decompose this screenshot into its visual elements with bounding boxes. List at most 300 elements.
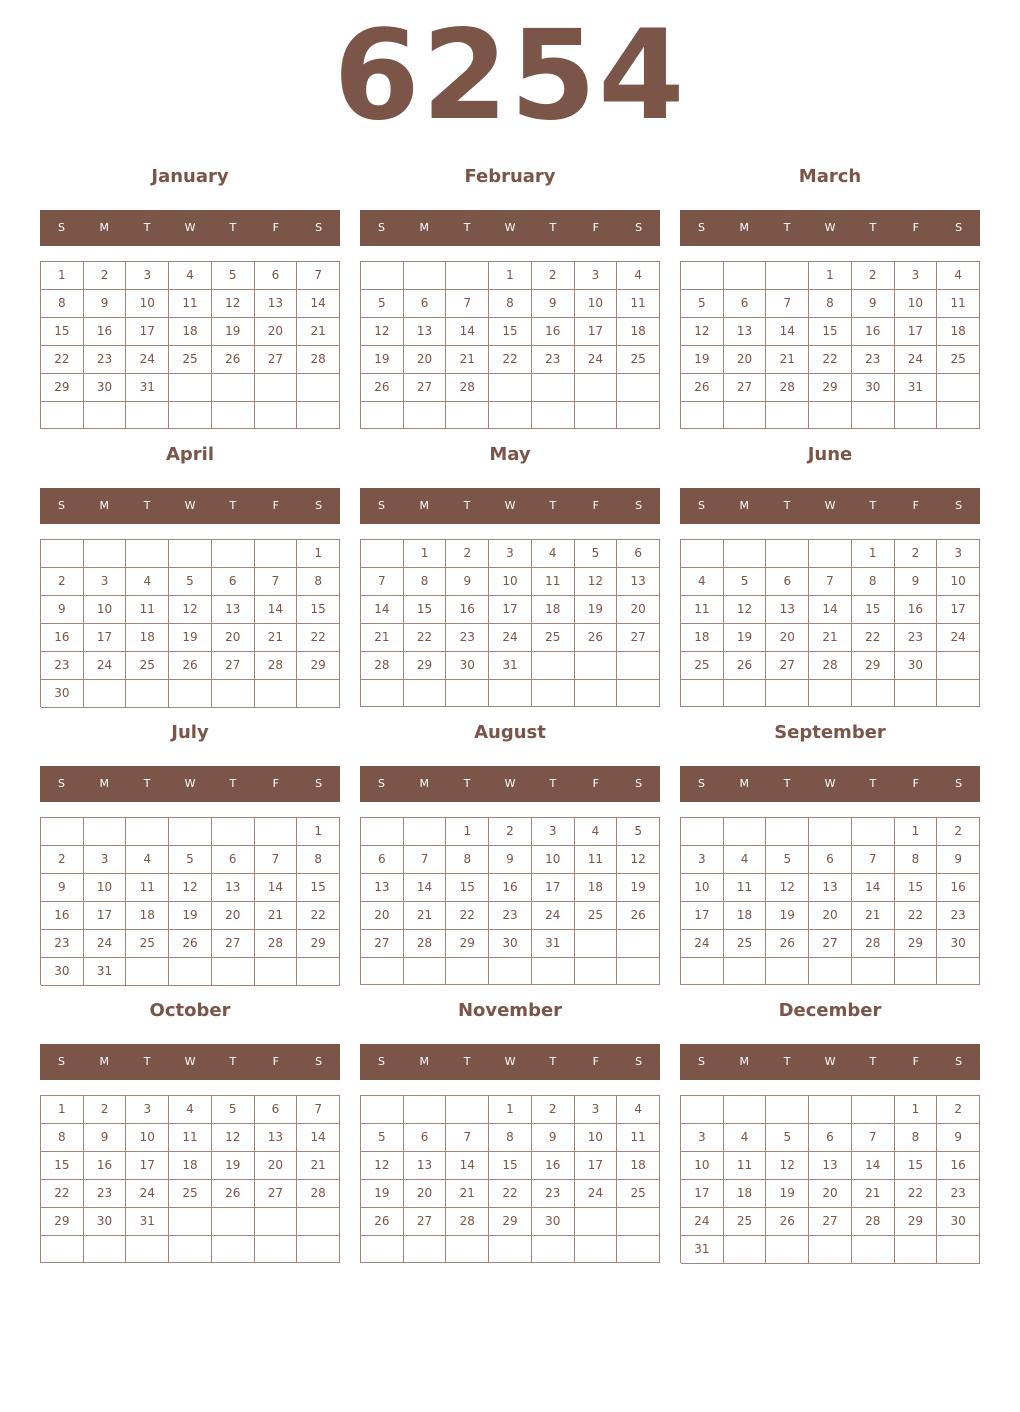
empty-day-cell — [937, 402, 980, 429]
day-cell: 28 — [361, 652, 404, 680]
day-cell: 30 — [446, 652, 489, 680]
empty-day-cell — [169, 680, 212, 708]
day-cell: 21 — [255, 902, 298, 930]
empty-day-cell — [255, 818, 298, 846]
day-cell: 6 — [809, 846, 852, 874]
weekday-label: W — [184, 1055, 196, 1068]
day-cell: 17 — [575, 1152, 618, 1180]
weekday-label: S — [57, 1055, 65, 1068]
empty-day-cell — [681, 1096, 724, 1124]
empty-day-cell — [84, 402, 127, 429]
weekday-label: T — [143, 1055, 151, 1068]
day-cell: 2 — [532, 1096, 575, 1124]
day-cell: 8 — [489, 1124, 532, 1152]
day-cell: 18 — [575, 874, 618, 902]
day-cell: 21 — [361, 624, 404, 652]
empty-day-cell — [446, 1096, 489, 1124]
day-cell: 25 — [575, 902, 618, 930]
day-cell: 11 — [169, 290, 212, 318]
empty-day-cell — [532, 680, 575, 707]
day-cell: 1 — [297, 818, 340, 846]
weekday-label: S — [377, 777, 385, 790]
month-name: June — [807, 444, 853, 465]
day-cell: 25 — [617, 1180, 660, 1208]
day-cell: 9 — [532, 290, 575, 318]
day-cell: 31 — [126, 374, 169, 402]
empty-day-cell — [255, 402, 298, 429]
empty-day-cell — [489, 680, 532, 707]
empty-day-cell — [724, 818, 767, 846]
day-cell: 24 — [489, 624, 532, 652]
empty-day-cell — [766, 958, 809, 985]
day-cell: 5 — [212, 262, 255, 290]
day-cell: 21 — [852, 1180, 895, 1208]
day-cell: 19 — [681, 346, 724, 374]
day-cell: 14 — [809, 596, 852, 624]
empty-day-cell — [724, 1096, 767, 1124]
day-cell: 31 — [126, 1208, 169, 1236]
weekday-label: T — [229, 1055, 237, 1068]
day-cell: 21 — [255, 624, 298, 652]
day-cell: 20 — [361, 902, 404, 930]
weekday-label: M — [99, 777, 110, 790]
day-cell: 30 — [489, 930, 532, 958]
day-cell: 10 — [489, 568, 532, 596]
day-cell: 25 — [126, 930, 169, 958]
day-cell: 16 — [532, 1152, 575, 1180]
day-cell: 15 — [809, 318, 852, 346]
empty-day-cell — [681, 680, 724, 707]
weekday-label: T — [869, 777, 877, 790]
day-cell: 10 — [575, 1124, 618, 1152]
weekday-label: F — [592, 1055, 599, 1068]
day-cell: 16 — [489, 874, 532, 902]
weekday-label: S — [697, 777, 705, 790]
weekday-label: S — [315, 1055, 323, 1068]
month-march — [680, 160, 980, 430]
empty-day-cell — [404, 958, 447, 985]
day-cell: 6 — [404, 1124, 447, 1152]
empty-day-cell — [361, 540, 404, 568]
day-cell: 27 — [809, 930, 852, 958]
day-cell: 18 — [937, 318, 980, 346]
day-cell: 15 — [489, 318, 532, 346]
empty-day-cell — [937, 1236, 980, 1264]
empty-day-cell — [852, 1236, 895, 1264]
day-grid — [360, 1095, 660, 1263]
empty-day-cell — [617, 930, 660, 958]
day-cell: 7 — [446, 290, 489, 318]
day-grid — [40, 261, 340, 429]
empty-day-cell — [169, 374, 212, 402]
day-cell: 11 — [724, 874, 767, 902]
empty-day-cell — [809, 540, 852, 568]
empty-day-cell — [255, 680, 298, 708]
day-cell: 16 — [84, 1152, 127, 1180]
day-cell: 10 — [126, 1124, 169, 1152]
day-cell: 20 — [809, 902, 852, 930]
day-cell: 29 — [297, 930, 340, 958]
weekday-label: M — [739, 1055, 750, 1068]
day-cell: 18 — [532, 596, 575, 624]
day-cell: 13 — [809, 1152, 852, 1180]
day-cell: 11 — [532, 568, 575, 596]
day-grid — [680, 261, 980, 429]
day-cell: 2 — [937, 1096, 980, 1124]
day-cell: 20 — [212, 902, 255, 930]
day-cell: 20 — [724, 346, 767, 374]
weekday-label: T — [783, 777, 791, 790]
day-cell: 11 — [937, 290, 980, 318]
day-cell: 5 — [724, 568, 767, 596]
weekday-label: T — [869, 221, 877, 234]
day-cell: 23 — [895, 624, 938, 652]
day-cell: 5 — [361, 1124, 404, 1152]
day-cell: 29 — [852, 652, 895, 680]
day-cell: 5 — [169, 846, 212, 874]
day-cell: 23 — [852, 346, 895, 374]
day-cell: 14 — [297, 290, 340, 318]
day-cell: 26 — [361, 374, 404, 402]
day-grid — [40, 1095, 340, 1263]
day-cell: 1 — [41, 1096, 84, 1124]
day-cell: 18 — [681, 624, 724, 652]
empty-day-cell — [212, 958, 255, 986]
day-cell: 26 — [681, 374, 724, 402]
empty-day-cell — [766, 1096, 809, 1124]
day-cell: 6 — [212, 846, 255, 874]
day-cell: 26 — [766, 1208, 809, 1236]
day-cell: 24 — [84, 930, 127, 958]
empty-day-cell — [361, 402, 404, 429]
day-cell: 20 — [404, 346, 447, 374]
day-cell: 8 — [446, 846, 489, 874]
day-cell: 13 — [361, 874, 404, 902]
day-cell: 20 — [404, 1180, 447, 1208]
month-name: December — [778, 1000, 882, 1021]
day-cell: 15 — [852, 596, 895, 624]
day-cell: 27 — [404, 374, 447, 402]
weekday-label: S — [377, 1055, 385, 1068]
empty-day-cell — [766, 1236, 809, 1264]
month-name: April — [165, 444, 215, 465]
weekday-label: W — [824, 221, 836, 234]
day-cell: 26 — [169, 652, 212, 680]
day-cell: 28 — [255, 930, 298, 958]
empty-day-cell — [489, 374, 532, 402]
day-cell: 15 — [404, 596, 447, 624]
day-cell: 30 — [937, 930, 980, 958]
day-cell: 19 — [766, 902, 809, 930]
day-grid — [360, 539, 660, 707]
day-cell: 25 — [169, 346, 212, 374]
day-cell: 13 — [404, 318, 447, 346]
empty-day-cell — [724, 680, 767, 707]
day-cell: 31 — [681, 1236, 724, 1264]
empty-day-cell — [489, 958, 532, 985]
empty-day-cell — [297, 374, 340, 402]
weekday-label: T — [229, 777, 237, 790]
weekday-label: F — [592, 499, 599, 512]
day-cell: 3 — [84, 568, 127, 596]
day-cell: 17 — [126, 318, 169, 346]
day-cell: 25 — [724, 930, 767, 958]
day-cell: 4 — [169, 1096, 212, 1124]
day-grid — [680, 1095, 980, 1263]
day-cell: 18 — [724, 1180, 767, 1208]
day-cell: 8 — [852, 568, 895, 596]
day-cell: 15 — [895, 1152, 938, 1180]
day-cell: 16 — [937, 874, 980, 902]
day-cell: 2 — [489, 818, 532, 846]
day-cell: 4 — [617, 1096, 660, 1124]
day-cell: 4 — [681, 568, 724, 596]
weekday-header — [360, 210, 660, 246]
day-cell: 10 — [84, 874, 127, 902]
day-cell: 29 — [41, 374, 84, 402]
weekday-header — [360, 488, 660, 524]
day-cell: 17 — [895, 318, 938, 346]
day-cell: 25 — [169, 1180, 212, 1208]
day-cell: 16 — [446, 596, 489, 624]
day-cell: 3 — [681, 846, 724, 874]
day-cell: 4 — [724, 846, 767, 874]
day-cell: 20 — [255, 1152, 298, 1180]
weekday-label: S — [315, 221, 323, 234]
day-cell: 24 — [937, 624, 980, 652]
day-cell: 11 — [617, 290, 660, 318]
weekday-label: M — [419, 1055, 430, 1068]
day-cell: 7 — [852, 1124, 895, 1152]
day-cell: 5 — [212, 1096, 255, 1124]
day-cell: 7 — [255, 568, 298, 596]
day-cell: 30 — [41, 958, 84, 986]
day-cell: 2 — [937, 818, 980, 846]
day-cell: 28 — [809, 652, 852, 680]
weekday-header — [40, 488, 340, 524]
empty-day-cell — [126, 818, 169, 846]
day-cell: 12 — [766, 1152, 809, 1180]
day-cell: 10 — [532, 846, 575, 874]
day-cell: 27 — [212, 930, 255, 958]
day-cell: 3 — [937, 540, 980, 568]
day-cell: 27 — [724, 374, 767, 402]
day-cell: 12 — [681, 318, 724, 346]
weekday-label: T — [463, 221, 471, 234]
day-cell: 2 — [852, 262, 895, 290]
empty-day-cell — [255, 1208, 298, 1236]
day-cell: 2 — [84, 262, 127, 290]
day-cell: 1 — [895, 1096, 938, 1124]
weekday-label: S — [57, 221, 65, 234]
weekday-label: W — [184, 777, 196, 790]
weekday-label: W — [824, 499, 836, 512]
day-cell: 13 — [212, 596, 255, 624]
day-cell: 18 — [724, 902, 767, 930]
weekday-header — [40, 1044, 340, 1080]
day-cell: 4 — [575, 818, 618, 846]
day-cell: 31 — [532, 930, 575, 958]
day-cell: 30 — [532, 1208, 575, 1236]
day-grid — [680, 539, 980, 707]
day-cell: 26 — [766, 930, 809, 958]
day-cell: 16 — [41, 902, 84, 930]
weekday-label: S — [955, 777, 963, 790]
day-cell: 1 — [489, 1096, 532, 1124]
day-cell: 21 — [852, 902, 895, 930]
day-cell: 29 — [489, 1208, 532, 1236]
day-cell: 22 — [895, 902, 938, 930]
day-cell: 29 — [41, 1208, 84, 1236]
day-cell: 9 — [84, 290, 127, 318]
day-cell: 10 — [126, 290, 169, 318]
empty-day-cell — [404, 1236, 447, 1263]
weekday-label: F — [592, 221, 599, 234]
day-cell: 7 — [297, 262, 340, 290]
day-cell: 25 — [532, 624, 575, 652]
day-cell: 15 — [41, 1152, 84, 1180]
weekday-header — [680, 488, 980, 524]
day-cell: 9 — [489, 846, 532, 874]
day-cell: 22 — [809, 346, 852, 374]
month-name: May — [489, 444, 531, 465]
day-cell: 19 — [361, 346, 404, 374]
day-cell: 30 — [84, 374, 127, 402]
day-cell: 11 — [126, 874, 169, 902]
day-cell: 16 — [41, 624, 84, 652]
day-cell: 22 — [489, 346, 532, 374]
day-cell: 15 — [489, 1152, 532, 1180]
empty-day-cell — [84, 1236, 127, 1263]
empty-day-cell — [617, 1208, 660, 1236]
month-name: February — [464, 166, 556, 187]
empty-day-cell — [212, 540, 255, 568]
empty-day-cell — [255, 540, 298, 568]
day-cell: 7 — [852, 846, 895, 874]
day-cell: 2 — [84, 1096, 127, 1124]
day-cell: 26 — [361, 1208, 404, 1236]
day-cell: 9 — [41, 874, 84, 902]
day-cell: 29 — [895, 930, 938, 958]
day-cell: 20 — [617, 596, 660, 624]
day-cell: 9 — [937, 1124, 980, 1152]
empty-day-cell — [361, 818, 404, 846]
empty-day-cell — [361, 1096, 404, 1124]
day-cell: 17 — [575, 318, 618, 346]
day-cell: 6 — [809, 1124, 852, 1152]
empty-day-cell — [446, 402, 489, 429]
day-cell: 13 — [766, 596, 809, 624]
day-cell: 5 — [681, 290, 724, 318]
day-cell: 19 — [212, 318, 255, 346]
empty-day-cell — [681, 540, 724, 568]
weekday-label: T — [549, 499, 557, 512]
day-cell: 25 — [937, 346, 980, 374]
day-cell: 12 — [361, 1152, 404, 1180]
day-cell: 27 — [617, 624, 660, 652]
empty-day-cell — [297, 402, 340, 429]
day-cell: 28 — [297, 346, 340, 374]
day-cell: 9 — [895, 568, 938, 596]
day-grid — [360, 817, 660, 985]
empty-day-cell — [126, 1236, 169, 1263]
empty-day-cell — [937, 652, 980, 680]
empty-day-cell — [617, 374, 660, 402]
day-cell: 5 — [361, 290, 404, 318]
day-cell: 17 — [489, 596, 532, 624]
day-cell: 14 — [297, 1124, 340, 1152]
empty-day-cell — [895, 1236, 938, 1264]
weekday-label: T — [463, 777, 471, 790]
empty-day-cell — [212, 374, 255, 402]
weekday-label: T — [783, 499, 791, 512]
day-cell: 10 — [84, 596, 127, 624]
weekday-label: T — [143, 499, 151, 512]
day-cell: 30 — [852, 374, 895, 402]
empty-day-cell — [575, 680, 618, 707]
weekday-label: M — [419, 777, 430, 790]
weekday-label: F — [592, 777, 599, 790]
empty-day-cell — [766, 402, 809, 429]
day-cell: 22 — [489, 1180, 532, 1208]
empty-day-cell — [532, 374, 575, 402]
day-cell: 23 — [84, 346, 127, 374]
empty-day-cell — [169, 958, 212, 986]
day-cell: 17 — [681, 1180, 724, 1208]
weekday-header — [360, 766, 660, 802]
day-cell: 26 — [724, 652, 767, 680]
day-cell: 28 — [766, 374, 809, 402]
day-cell: 8 — [809, 290, 852, 318]
day-cell: 17 — [681, 902, 724, 930]
day-cell: 14 — [852, 874, 895, 902]
day-cell: 11 — [169, 1124, 212, 1152]
empty-day-cell — [895, 402, 938, 429]
weekday-label: M — [419, 221, 430, 234]
weekday-label: S — [315, 499, 323, 512]
empty-day-cell — [532, 402, 575, 429]
day-cell: 16 — [84, 318, 127, 346]
day-cell: 11 — [575, 846, 618, 874]
day-cell: 24 — [126, 346, 169, 374]
day-cell: 5 — [766, 846, 809, 874]
empty-day-cell — [852, 680, 895, 707]
day-cell: 4 — [617, 262, 660, 290]
empty-day-cell — [575, 374, 618, 402]
day-cell: 18 — [126, 902, 169, 930]
day-cell: 22 — [297, 902, 340, 930]
weekday-header — [680, 766, 980, 802]
day-cell: 27 — [255, 1180, 298, 1208]
day-cell: 24 — [575, 1180, 618, 1208]
day-cell: 22 — [41, 346, 84, 374]
day-cell: 11 — [681, 596, 724, 624]
weekday-label: W — [184, 499, 196, 512]
empty-day-cell — [126, 540, 169, 568]
empty-day-cell — [852, 1096, 895, 1124]
empty-day-cell — [617, 680, 660, 707]
day-cell: 21 — [404, 902, 447, 930]
day-cell: 4 — [169, 262, 212, 290]
month-february — [360, 160, 660, 430]
day-cell: 31 — [895, 374, 938, 402]
day-cell: 6 — [724, 290, 767, 318]
day-cell: 14 — [404, 874, 447, 902]
empty-day-cell — [681, 958, 724, 985]
empty-day-cell — [617, 1236, 660, 1263]
empty-day-cell — [852, 818, 895, 846]
day-cell: 1 — [852, 540, 895, 568]
